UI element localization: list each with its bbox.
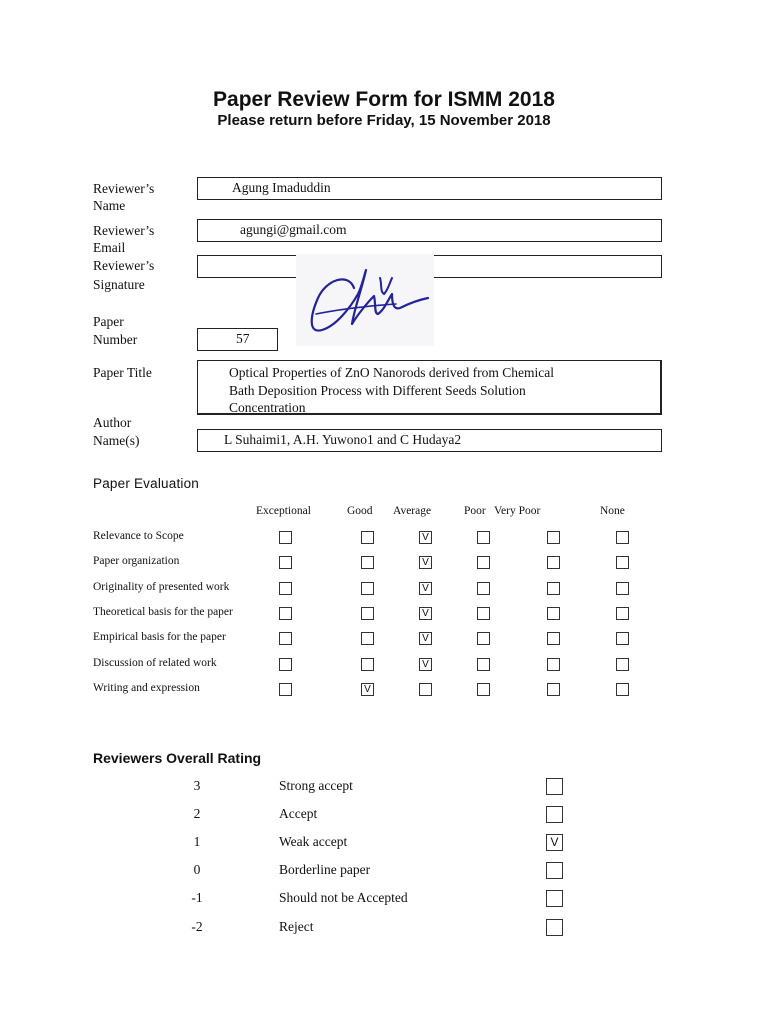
column-header-poor: Poor (464, 505, 486, 517)
signature-scribble (296, 254, 434, 346)
checkbox-very-poor[interactable] (547, 658, 560, 671)
paper-title-label: Paper Title (93, 365, 152, 380)
checkbox-average[interactable]: V (419, 531, 432, 544)
checkbox-very-poor[interactable] (547, 582, 560, 595)
rating-checkbox[interactable] (546, 806, 563, 823)
rating-checkbox[interactable] (546, 778, 563, 795)
checkbox-none[interactable] (616, 683, 629, 696)
checkbox-poor[interactable] (477, 582, 490, 595)
checkbox-exceptional[interactable] (279, 531, 292, 544)
criterion-label: Theoretical basis for the paper (93, 605, 233, 618)
reviewer-email-field[interactable] (197, 219, 662, 242)
checkbox-average[interactable]: V (419, 658, 432, 671)
checkbox-average[interactable]: V (419, 556, 432, 569)
rating-label: Accept (279, 806, 318, 822)
reviewer-name-label: Reviewer’s Name (93, 181, 155, 213)
checkbox-exceptional[interactable] (279, 683, 292, 696)
checkbox-very-poor[interactable] (547, 531, 560, 544)
checkbox-good[interactable] (361, 658, 374, 671)
reviewer-email-label: Reviewer’s Email (93, 223, 155, 255)
checkbox-very-poor[interactable] (547, 683, 560, 696)
criterion-label: Originality of presented work (93, 580, 230, 593)
criterion-label: Empirical basis for the paper (93, 631, 226, 644)
rating-checkbox[interactable] (546, 919, 563, 936)
checkbox-poor[interactable] (477, 531, 490, 544)
reviewer-signature-label: Reviewer’s Signature (93, 258, 155, 292)
checkbox-poor[interactable] (477, 556, 490, 569)
checkbox-good[interactable]: V (361, 683, 374, 696)
checkbox-good[interactable] (361, 531, 374, 544)
paper-title-field[interactable] (197, 360, 662, 415)
checkbox-poor[interactable] (477, 632, 490, 645)
rating-label: Borderline paper (279, 862, 371, 878)
paper-number-field[interactable] (197, 328, 278, 351)
checkbox-very-poor[interactable] (547, 556, 560, 569)
rating-checkbox[interactable]: V (546, 834, 563, 851)
rating-score: 1 (193, 834, 201, 850)
checkbox-average[interactable]: V (419, 582, 432, 595)
reviewer-email-value: agungi@gmail.com (240, 222, 347, 237)
reviewer-name-value: Agung Imaduddin (232, 180, 331, 195)
checkbox-average[interactable] (419, 683, 432, 696)
column-header-none: None (600, 505, 625, 517)
checkbox-none[interactable] (616, 632, 629, 645)
checkbox-none[interactable] (616, 582, 629, 595)
form-title: Paper Review Form for ISMM 2018 (213, 88, 555, 111)
checkbox-very-poor[interactable] (547, 607, 560, 620)
criterion-label: Writing and expression (93, 681, 200, 694)
criterion-label: Paper organization (93, 555, 180, 568)
rating-score: 0 (193, 862, 201, 878)
column-header-very-poor: Very Poor (494, 505, 541, 517)
rating-label: Reject (279, 918, 314, 934)
criterion-label: Relevance to Scope (93, 530, 184, 542)
rating-checkbox[interactable] (546, 862, 563, 879)
paper-number-value: 57 (236, 331, 250, 346)
checkbox-poor[interactable] (477, 607, 490, 620)
checkbox-none[interactable] (616, 607, 629, 620)
checkbox-exceptional[interactable] (279, 632, 292, 645)
paper-title-line: Bath Deposition Process with Different Seeds Solution (229, 382, 526, 398)
overall-rating-heading: Reviewers Overall Rating (93, 750, 262, 766)
author-names-value: L Suhaimi1, A.H. Yuwono1 and C Hudaya2 (224, 432, 462, 447)
column-header-good: Good (347, 505, 373, 517)
checkbox-good[interactable] (361, 556, 374, 569)
rating-label: Weak accept (279, 834, 348, 850)
form-subtitle: Please return before Friday, 15 November 2018 (217, 112, 551, 129)
reviewer-name-field[interactable] (197, 177, 662, 200)
paper-title-line: Optical Properties of ZnO Nanorods derived from Chemical (229, 365, 555, 380)
checkbox-exceptional[interactable] (279, 582, 292, 595)
checkbox-none[interactable] (616, 531, 629, 544)
column-header-exceptional: Exceptional (256, 505, 311, 517)
checkbox-none[interactable] (616, 658, 629, 671)
paper-number-label: Paper Number (93, 314, 138, 347)
checkbox-exceptional[interactable] (279, 556, 292, 569)
checkbox-average[interactable]: V (419, 632, 432, 645)
checkbox-poor[interactable] (477, 658, 490, 671)
checkbox-average[interactable]: V (419, 607, 432, 620)
author-names-field[interactable] (197, 429, 662, 452)
checkbox-good[interactable] (361, 607, 374, 620)
checkbox-exceptional[interactable] (279, 607, 292, 620)
checkbox-good[interactable] (361, 632, 374, 645)
paper-title-line: Concentration (229, 400, 306, 415)
rating-score: 3 (193, 778, 201, 793)
signature-image (296, 254, 434, 346)
rating-score: -1 (191, 890, 203, 906)
checkbox-none[interactable] (616, 556, 629, 569)
column-header-average: Average (393, 505, 432, 517)
rating-score: -2 (191, 918, 203, 934)
checkbox-exceptional[interactable] (279, 658, 292, 671)
evaluation-heading: Paper Evaluation (93, 476, 200, 491)
checkbox-good[interactable] (361, 582, 374, 595)
rating-label: Strong accept (279, 778, 353, 793)
criterion-label: Discussion of related work (93, 656, 217, 669)
rating-score: 2 (193, 806, 201, 822)
checkbox-very-poor[interactable] (547, 632, 560, 645)
author-names-label: Author Name(s) (93, 415, 140, 448)
checkbox-poor[interactable] (477, 683, 490, 696)
rating-label: Should not be Accepted (279, 890, 408, 906)
rating-checkbox[interactable] (546, 890, 563, 907)
